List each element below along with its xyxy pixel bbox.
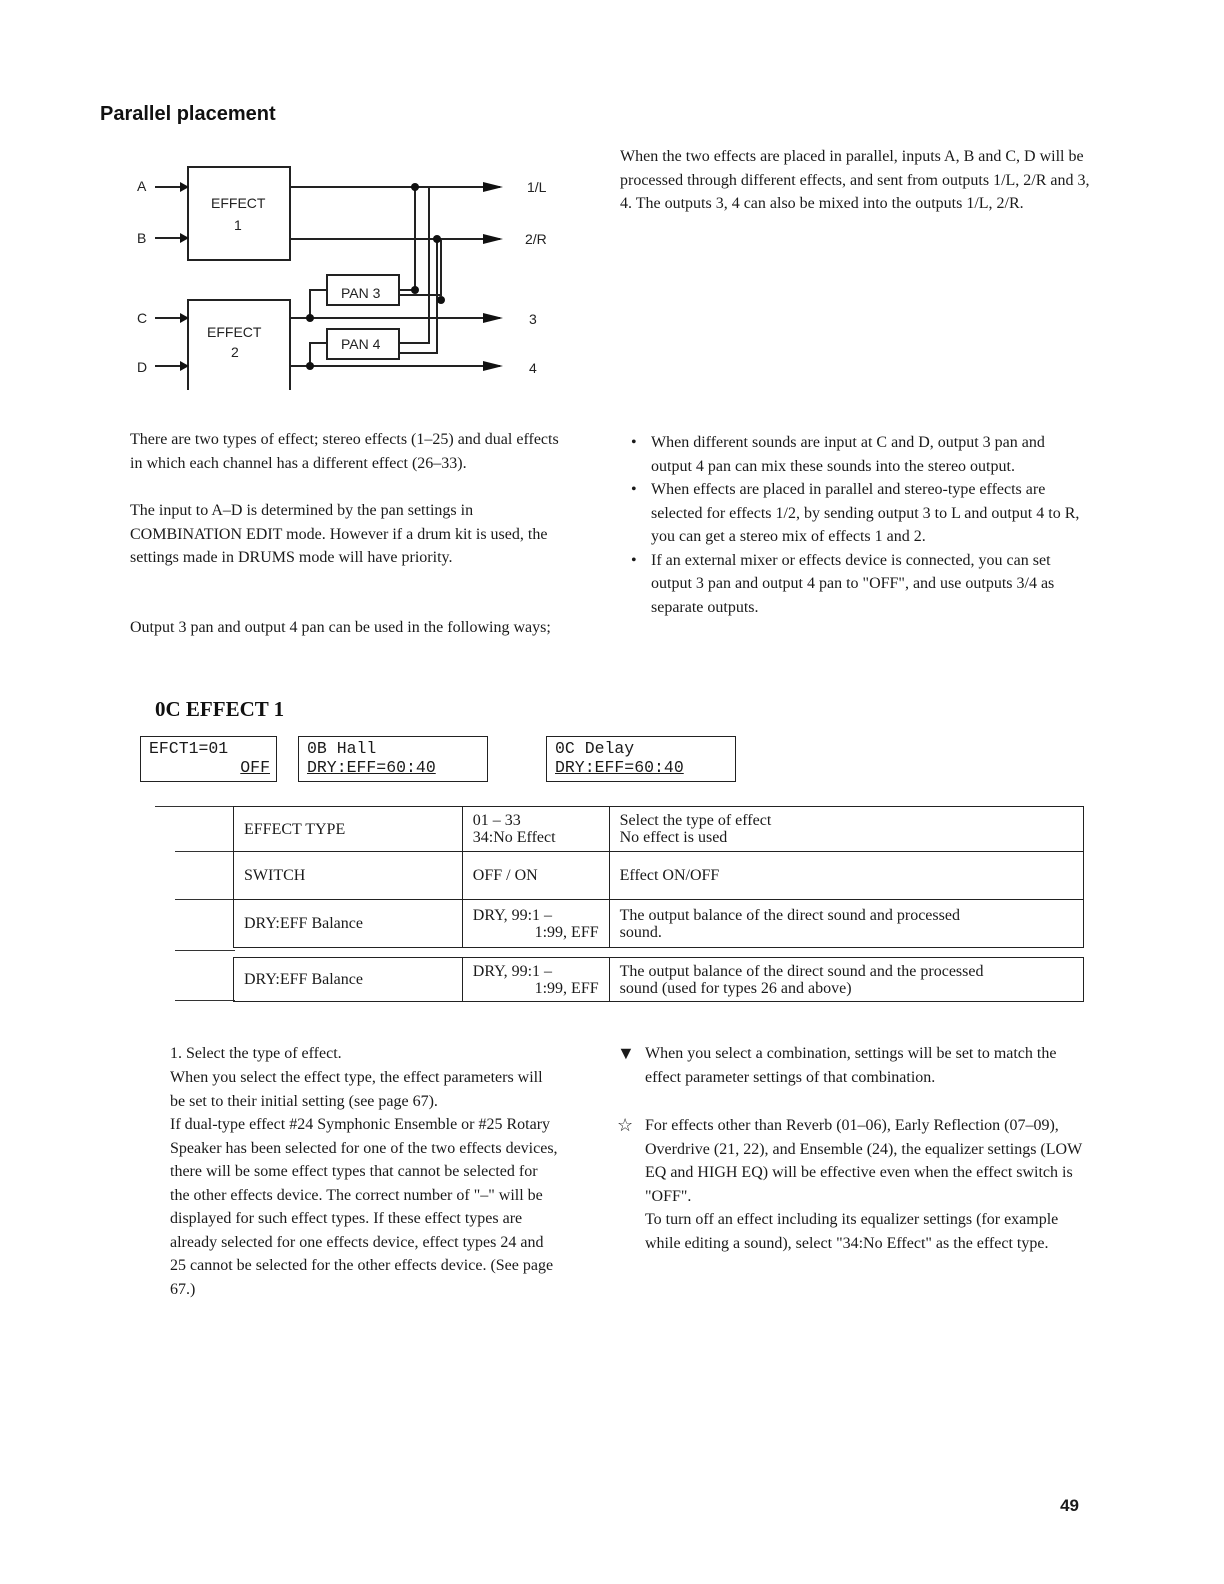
step-1-detail: When you select the effect type, the effect parameters will be set to their initial setting (see page 67). — [170, 1069, 543, 1110]
note-text: For effects other than Reverb (01–06), Early Reflection (07–09), Overdrive (21, 22), and Ensemble (24), the equalizer settings (LOW EQ and HIGH EQ) will be effective even when the effect switch is "OFF". — [645, 1117, 1082, 1205]
param-description: Effect ON/OFF — [609, 852, 1083, 900]
param-range: DRY, 99:1 – 1:99, EFF — [462, 900, 609, 948]
lcd-line-1: EFCT1=01 — [149, 739, 229, 758]
param-range: DRY, 99:1 – 1:99, EFF — [462, 958, 609, 1002]
input-d-label: D — [137, 359, 148, 375]
effect-heading: 0C EFFECT 1 — [155, 697, 285, 721]
lcd-display-delay — [546, 736, 736, 782]
lcd-line-1: 0B Hall — [307, 739, 377, 758]
output-3-label: 3 — [529, 311, 537, 327]
note-text-2: To turn off an effect including its equalizer settings (for example while editing a sound), select "34:No Effect" as the effect type. — [645, 1211, 1059, 1252]
list-item: • When effects are placed in parallel and stereo-type effects are selected for effects 1/2, by sending output 3 to L and output 4 to R, you can get a stereo mix of effects 1 and 2. — [626, 478, 1086, 549]
effect2-label: EFFECT — [207, 324, 262, 340]
param-name: EFFECT TYPE — [234, 807, 463, 852]
param-name: DRY:EFF Balance — [234, 958, 463, 1002]
param-name: SWITCH — [234, 852, 463, 900]
note-combination — [617, 1042, 1085, 1089]
output-2r-label: 2/R — [525, 231, 547, 247]
effect-parameter-table — [233, 806, 1084, 948]
triangle-note-icon: ▼ — [617, 1043, 635, 1063]
lcd-line-1: 0C Delay — [555, 739, 635, 758]
left-paragraph-1: There are two types of effect; stereo effects (1–25) and dual effects in which each channel has a different effect (26–33). — [130, 431, 559, 472]
usage-bullet-list — [626, 431, 1086, 619]
list-item: • If an external mixer or effects device is connected, you can set output 3 pan and output 4 pan to "OFF", and use outputs 3/4 as separate outputs. — [626, 549, 1086, 620]
table-row — [234, 807, 1084, 852]
pan3-label: PAN 3 — [341, 285, 381, 301]
section-title: Parallel placement — [100, 103, 276, 125]
parallel-placement-diagram — [125, 150, 565, 390]
effect1-box — [188, 167, 290, 260]
output-4-label: 4 — [529, 360, 537, 376]
param-description: The output balance of the direct sound and the processed sound (used for types 26 and above) — [609, 958, 1083, 1002]
param-description: The output balance of the direct sound and processed sound. — [609, 900, 1083, 948]
intro-paragraph: When the two effects are placed in parallel, inputs A, B and C, D will be processed through different effects, and sent from outputs 1/L, 2/R and 3, 4. The outputs 3, 4 can also be mixed into the outputs 1/L, 2/R. — [620, 148, 1090, 212]
note-text: When you select a combination, settings will be set to match the effect parameter settings of that combination. — [645, 1045, 1057, 1086]
left-paragraph-3: Output 3 pan and output 4 pan can be used in the following ways; — [130, 619, 551, 636]
param-description: Select the type of effect No effect is used — [609, 807, 1083, 852]
effect2-box — [188, 300, 290, 390]
param-range: OFF / ON — [462, 852, 609, 900]
input-a-label: A — [137, 178, 147, 194]
lcd-display-hall — [298, 736, 488, 782]
left-paragraph-2: The input to A–D is determined by the pan settings in COMBINATION EDIT mode. However if a drum kit is used, the settings made in DRUMS mode will have priority. — [130, 502, 548, 566]
note-equalizer — [617, 1114, 1085, 1255]
output-1l-label: 1/L — [527, 179, 547, 195]
effect-parameter-table-dual — [233, 957, 1084, 1002]
lcd-line-2: DRY:EFF=60:40 — [307, 758, 436, 777]
param-range: 01 – 33 34:No Effect — [462, 807, 609, 852]
table-row — [234, 900, 1084, 948]
table-row — [234, 958, 1084, 1002]
param-name: DRY:EFF Balance — [234, 900, 463, 948]
table-row — [234, 852, 1084, 900]
pan4-label: PAN 4 — [341, 336, 381, 352]
input-b-label: B — [137, 230, 147, 246]
effect1-label: EFFECT — [211, 195, 266, 211]
lcd-line-2: DRY:EFF=60:40 — [555, 758, 684, 777]
step-1-text: 1. Select the type of effect. — [170, 1045, 342, 1062]
star-note-icon: ☆ — [617, 1115, 634, 1135]
page-number: 49 — [1060, 1496, 1079, 1515]
lcd-display-effect-select — [140, 736, 277, 782]
dual-effect-note: If dual-type effect #24 Symphonic Ensemble or #25 Rotary Speaker has been selected for one of the two effects devices, there will be some effect types that cannot be selected for the other effects device. The correct number of "–" will be displayed for such effect types. If these effect types are already selected for one effects device, effect types 24 and 25 cannot be selected for the other effects device. (See page 67.) — [170, 1116, 558, 1298]
lcd-line-2: OFF — [240, 758, 270, 777]
effect1-number: 1 — [234, 217, 242, 233]
list-item: • When different sounds are input at C and D, output 3 pan and output 4 pan can mix these sounds into the stereo output. — [626, 431, 1086, 478]
effect2-number: 2 — [231, 344, 239, 360]
input-c-label: C — [137, 310, 148, 326]
